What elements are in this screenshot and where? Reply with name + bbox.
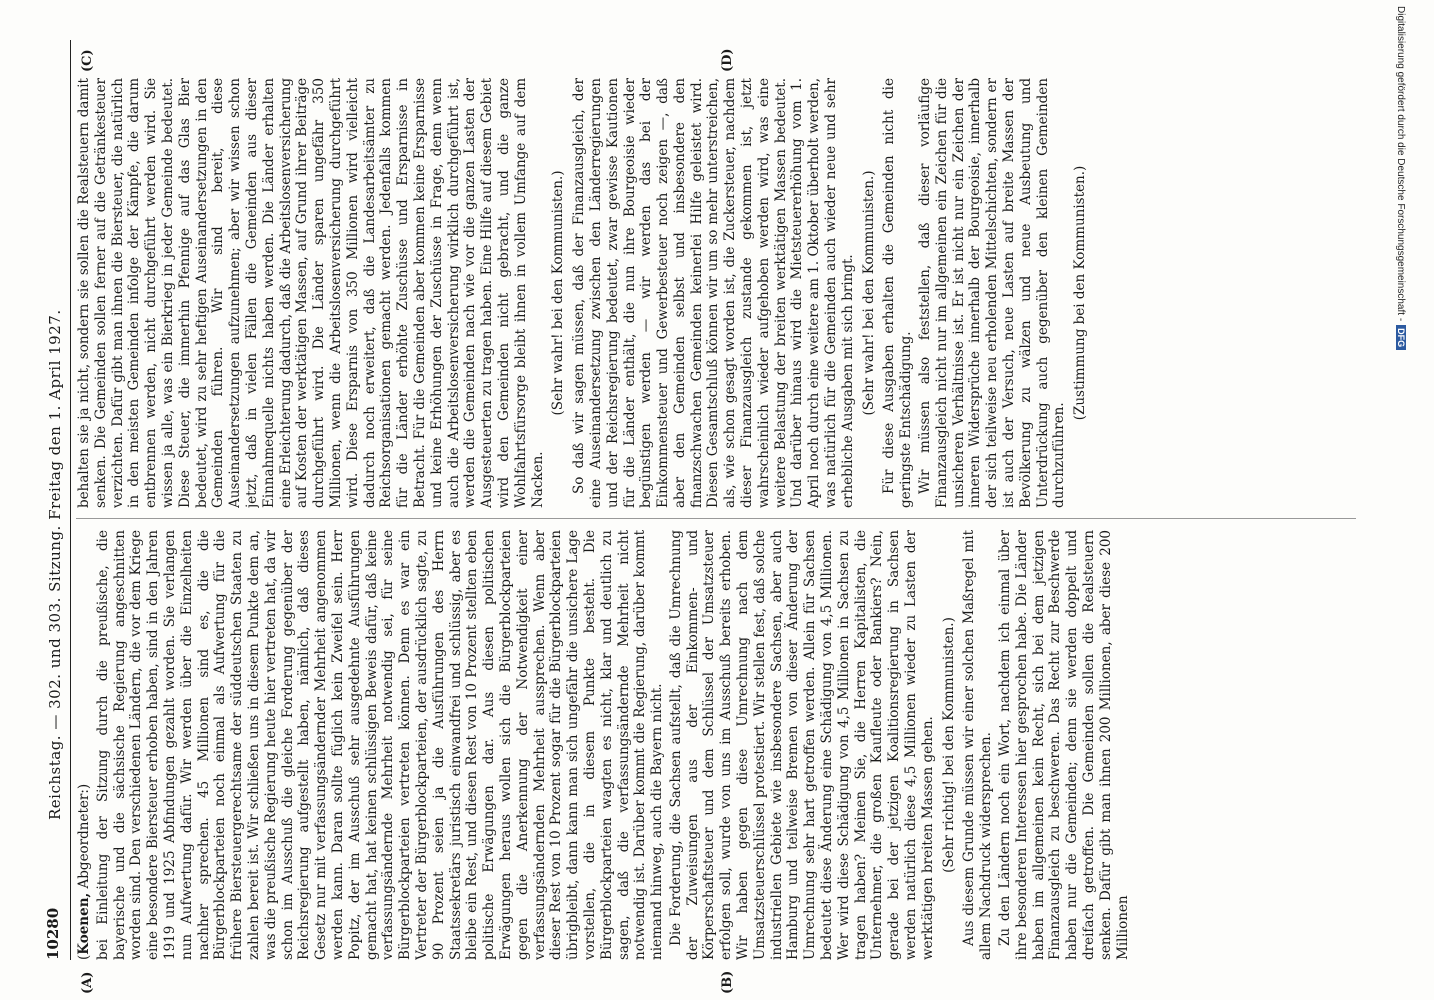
paragraph: Wir müssen also feststellen, daß dieser vorläufige Finanzausgleich nicht nur im allgemeinen ein Zeichen für die unsicheren Verhältnisse ist. Er ist nicht nur ein Zeichen der inneren Widersprüche innerhalb der Bourgeoisie, innerhalb der sich teilweise neu erholenden Mittelschichten, sondern er ist auch der Versuch, neue Lasten auf breite Massen der Bevölkerung zu wälzen und neue Ausbeutung und Unterdrückung auch gegenüber den kleinen Gemeinden durchzuführen.	[917, 78, 1068, 508]
digitization-note	[1386, 6, 1406, 996]
page-header	[40, 40, 71, 960]
paragraph: Aus diesem Grunde müssen wir einer solchen Maßregel mit allem Nachdruck widersprechen.	[961, 530, 995, 960]
speaker-line: (Koenen, Abgeordneter:)	[76, 783, 92, 960]
paragraph: Zu den Ländern noch ein Wort, nachdem ich einmal über ihre besonderen Interessen hier gesprochen habe. Die Länder haben im allgemeinen kein Recht, sich bei dem jetzigen Finanzausgleich zu beschweren. Das Recht zur Beschwerde haben nur die Gemeinden; denn sie werden doppelt und dreifach getroffen. Die Gemeinden sollen die Realsteuern senken. Dafür gibt man ihnen 200 Millionen, aber diese 200 Millionen	[997, 530, 1131, 960]
margin-marker-c: (C)	[80, 49, 95, 72]
margin-marker-a: (A)	[80, 971, 95, 994]
interjection: (Sehr wahr! bei den Kommunisten.)	[860, 170, 877, 416]
interjection: (Sehr richtig! bei den Kommunisten.)	[940, 617, 957, 873]
interjection: (Sehr wahr! bei den Kommunisten.)	[550, 170, 567, 416]
interjection: (Zustimmung bei den Kommunisten.)	[1072, 165, 1089, 421]
page-number: 10280	[44, 907, 62, 960]
speaker-role: Abgeordneter:)	[76, 783, 92, 889]
page-title: Reichstag. — 302. und 303. Sitzung. Freitag den 1. April 1927.	[46, 309, 64, 820]
margin-marker-b: (B)	[720, 970, 735, 994]
column-divider	[76, 518, 1356, 519]
rotated-page-content	[40, 40, 1380, 994]
paragraph: behalten sie ja nicht, sondern sie sollen die Realsteuern damit senken. Die Gemeinden sollen ferner auf die Getränkesteuer verzichten. Dafür gibt man ihnen die Biersteuer, die natürlich in den meisten Gemeinden infolge der Kämpfe, die darum entbrennen werden, nicht durchgeführt werden wird. Sie wissen ja alle, was ein Bierkrieg in jeder Gemeinde bedeutet. Diese Steuer, die immerhin Pfennige auf das Glas Bier bedeutet, wird zu sehr heftigen Auseinandersetzungen in den Gemeinden führen. Wir sind bereit, diese Auseinandersetzungen aufzunehmen; aber wir wissen schon jetzt, daß in vielen Fällen die Gemeinden aus dieser Einnahmequelle nichts haben werden. Die Länder erhalten eine Erleichterung dadurch, daß die Arbeitslosenversicherung auf Kosten der werktätigen Massen, auf Grund ihrer Beiträge durchgeführt wird. Die Länder sparen ungefähr 350 Millionen, wenn die Arbeitslosenversicherung durchgeführt wird. Diese Ersparnis von 350 Millionen wird vielleicht dadurch noch erweitert, daß die Landesarbeitsämter zu Reichsorganisationen gemacht werden. Jedenfalls kommen für die Länder erhöhte Zuschüsse und Ersparnisse in Betracht. Für die Gemeinden aber kommen keine Ersparnisse und keine Erhöhungen der Zuschüsse in Frage, denn wenn auch die Arbeitslosenversicherung wirklich durchgeführt ist, werden die Gemeinden nach wie vor die ganzen Lasten der Ausgesteuerten zu tragen haben. Eine Hilfe auf diesem Gebiet wird den Gemeinden nicht gebracht, und die ganze Wohlfahrtsfürsorge bleibt ihnen in vollem Umfange auf dem Nacken.	[76, 78, 546, 508]
left-column	[76, 530, 1366, 960]
dfg-logo: DFG	[1396, 325, 1406, 350]
paragraph: bei Einleitung der Sitzung durch die preußische, die bayerische und die sächsische Regierung angeschnitten worden sind. Den verschiedenen Ländern, die vor dem Kriege eine besondere Biersteuer erhoben haben, sind in den Jahren 1919 und 1925 Abfindungen gezahlt worden. Sie verlangen nun Aufwertung dafür. Wir werden über die Einzelheiten nachher sprechen. 45 Millionen sind es, die die Bürgerblockparteien noch einmal als Aufwertung für die frühere Biersteuergerechtsame der süddeutschen Staaten zu zahlen bereit ist. Wir schließen uns in diesem Punkte dem an, was die preußische Regierung heute hier vertreten hat, da wir schon im Ausschuß die gleiche Forderung gegenüber der Reichsregierung aufgestellt haben, nämlich, daß dieses Gesetz nur mit verfassungsändernder Mehrheit angenommen werden kann. Daran sollte füglich kein Zweifel sein. Herr Popitz, der im Ausschuß sehr ausgedehnte Ausführungen gemacht hat, hat keinen schlüssigen Beweis dafür, daß keine verfassungsändernde Mehrheit notwendig sei, für seine Bürgerblockparteien vertreten können. Denn es war ein Vertreter der Bürgerblockparteien, der ausdrücklich sagte, zu 90 Prozent seien ja die Ausführungen des Herrn Staatssekretärs juristisch einwandfrei und schlüssig, aber es bleibe ein Rest, und diesen Rest von 10 Prozent stellten eben politische Erwägungen dar. Aus diesen politischen Erwägungen heraus wollen sich die Bürgerblockparteien gegen die Anerkennung der Notwendigkeit einer verfassungsändernden Mehrheit aussprechen. Wenn aber dieser Rest von 10 Prozent sogar für die Bürgerblockparteien übrigbleibt, dann kann man sich ungefähr die unsichere Lage vorstellen, die in diesem Punkte besteht. Die Bürgerblockparteien wagten es nicht, klar und deutlich zu sagen, daß die verfassungsändernde Mehrheit nicht notwendig ist. Darüber kommt die Regierung, darüber kommt niemand hinweg, auch die Bayern nicht.	[94, 530, 666, 960]
paragraph: Für diese Ausgaben erhalten die Gemeinden nicht die geringste Entschädigung.	[881, 78, 915, 508]
margin-marker-d: (D)	[720, 48, 735, 72]
speaker-name: Koenen,	[76, 892, 92, 955]
digitization-note-text: Digitalisierung gefördert durch die Deutsche Forschungsgemeinschaft -	[1395, 6, 1406, 322]
right-column	[76, 78, 1366, 508]
paragraph: So daß wir sagen müssen, daß der Finanzausgleich, der eine Auseinandersetzung zwischen den Länderregierungen und der Reichsregierung bedeutet, zwar gewisse Kautionen für die Länder enthält, die nun ihre Bourgeoisie wieder begünstigen werden — wir werden das bei der Einkommensteuer und Gewerbesteuer noch zeigen —, daß aber den Gemeinden selbst und insbesondere den finanzschwachen Gemeinden keinerlei Hilfe geleistet wird. Diesen Gesamtschluß können wir um so mehr unterstreichen, als, wie schon gesagt worden ist, die Zuckersteuer, nachdem dieser Finanzausgleich zustande gekommen ist, jetzt wahrscheinlich wieder aufgehoben werden wird, was eine weitere Belastung der breiten werktätigen Massen bedeutet. Und darüber hinaus wird die Mietsteuererhöhung vom 1. April noch durch eine weitere am 1. Oktober überholt werden, was natürlich für die Gemeinden auch wieder neue und sehr erhebliche Ausgaben mit sich bringt.	[571, 78, 856, 508]
paragraph: Die Forderung, die Sachsen aufstellt, daß die Umrechnung der Zuweisungen aus der Einkommen- und Körperschaftsteuer und dem Schlüssel der Umsatzsteuer erfolgen soll, wurde von uns im Ausschuß bereits erhoben. Wir haben gegen diese Umrechnung nach dem Umsatzsteuerschlüssel protestiert. Wir stellen fest, daß solche industriellen Gebiete wie insbesondere Sachsen, aber auch Hamburg und teilweise Bremen von dieser Änderung der Umrechnung sehr hart getroffen werden. Allein für Sachsen bedeutet diese Änderung eine Schädigung von 4,5 Millionen. Wer wird diese Schädigung von 4,5 Millionen in Sachsen zu tragen haben? Meinen Sie, die Herren Kapitalisten, die Unternehmer, die großen Kaufleute oder Bankiers? Nein, gerade bei der jetzigen Koalitionsregierung in Sachsen werden natürlich diese 4,5 Millionen wieder zu Lasten der werktätigen breiten Massen gehen.	[667, 530, 936, 960]
